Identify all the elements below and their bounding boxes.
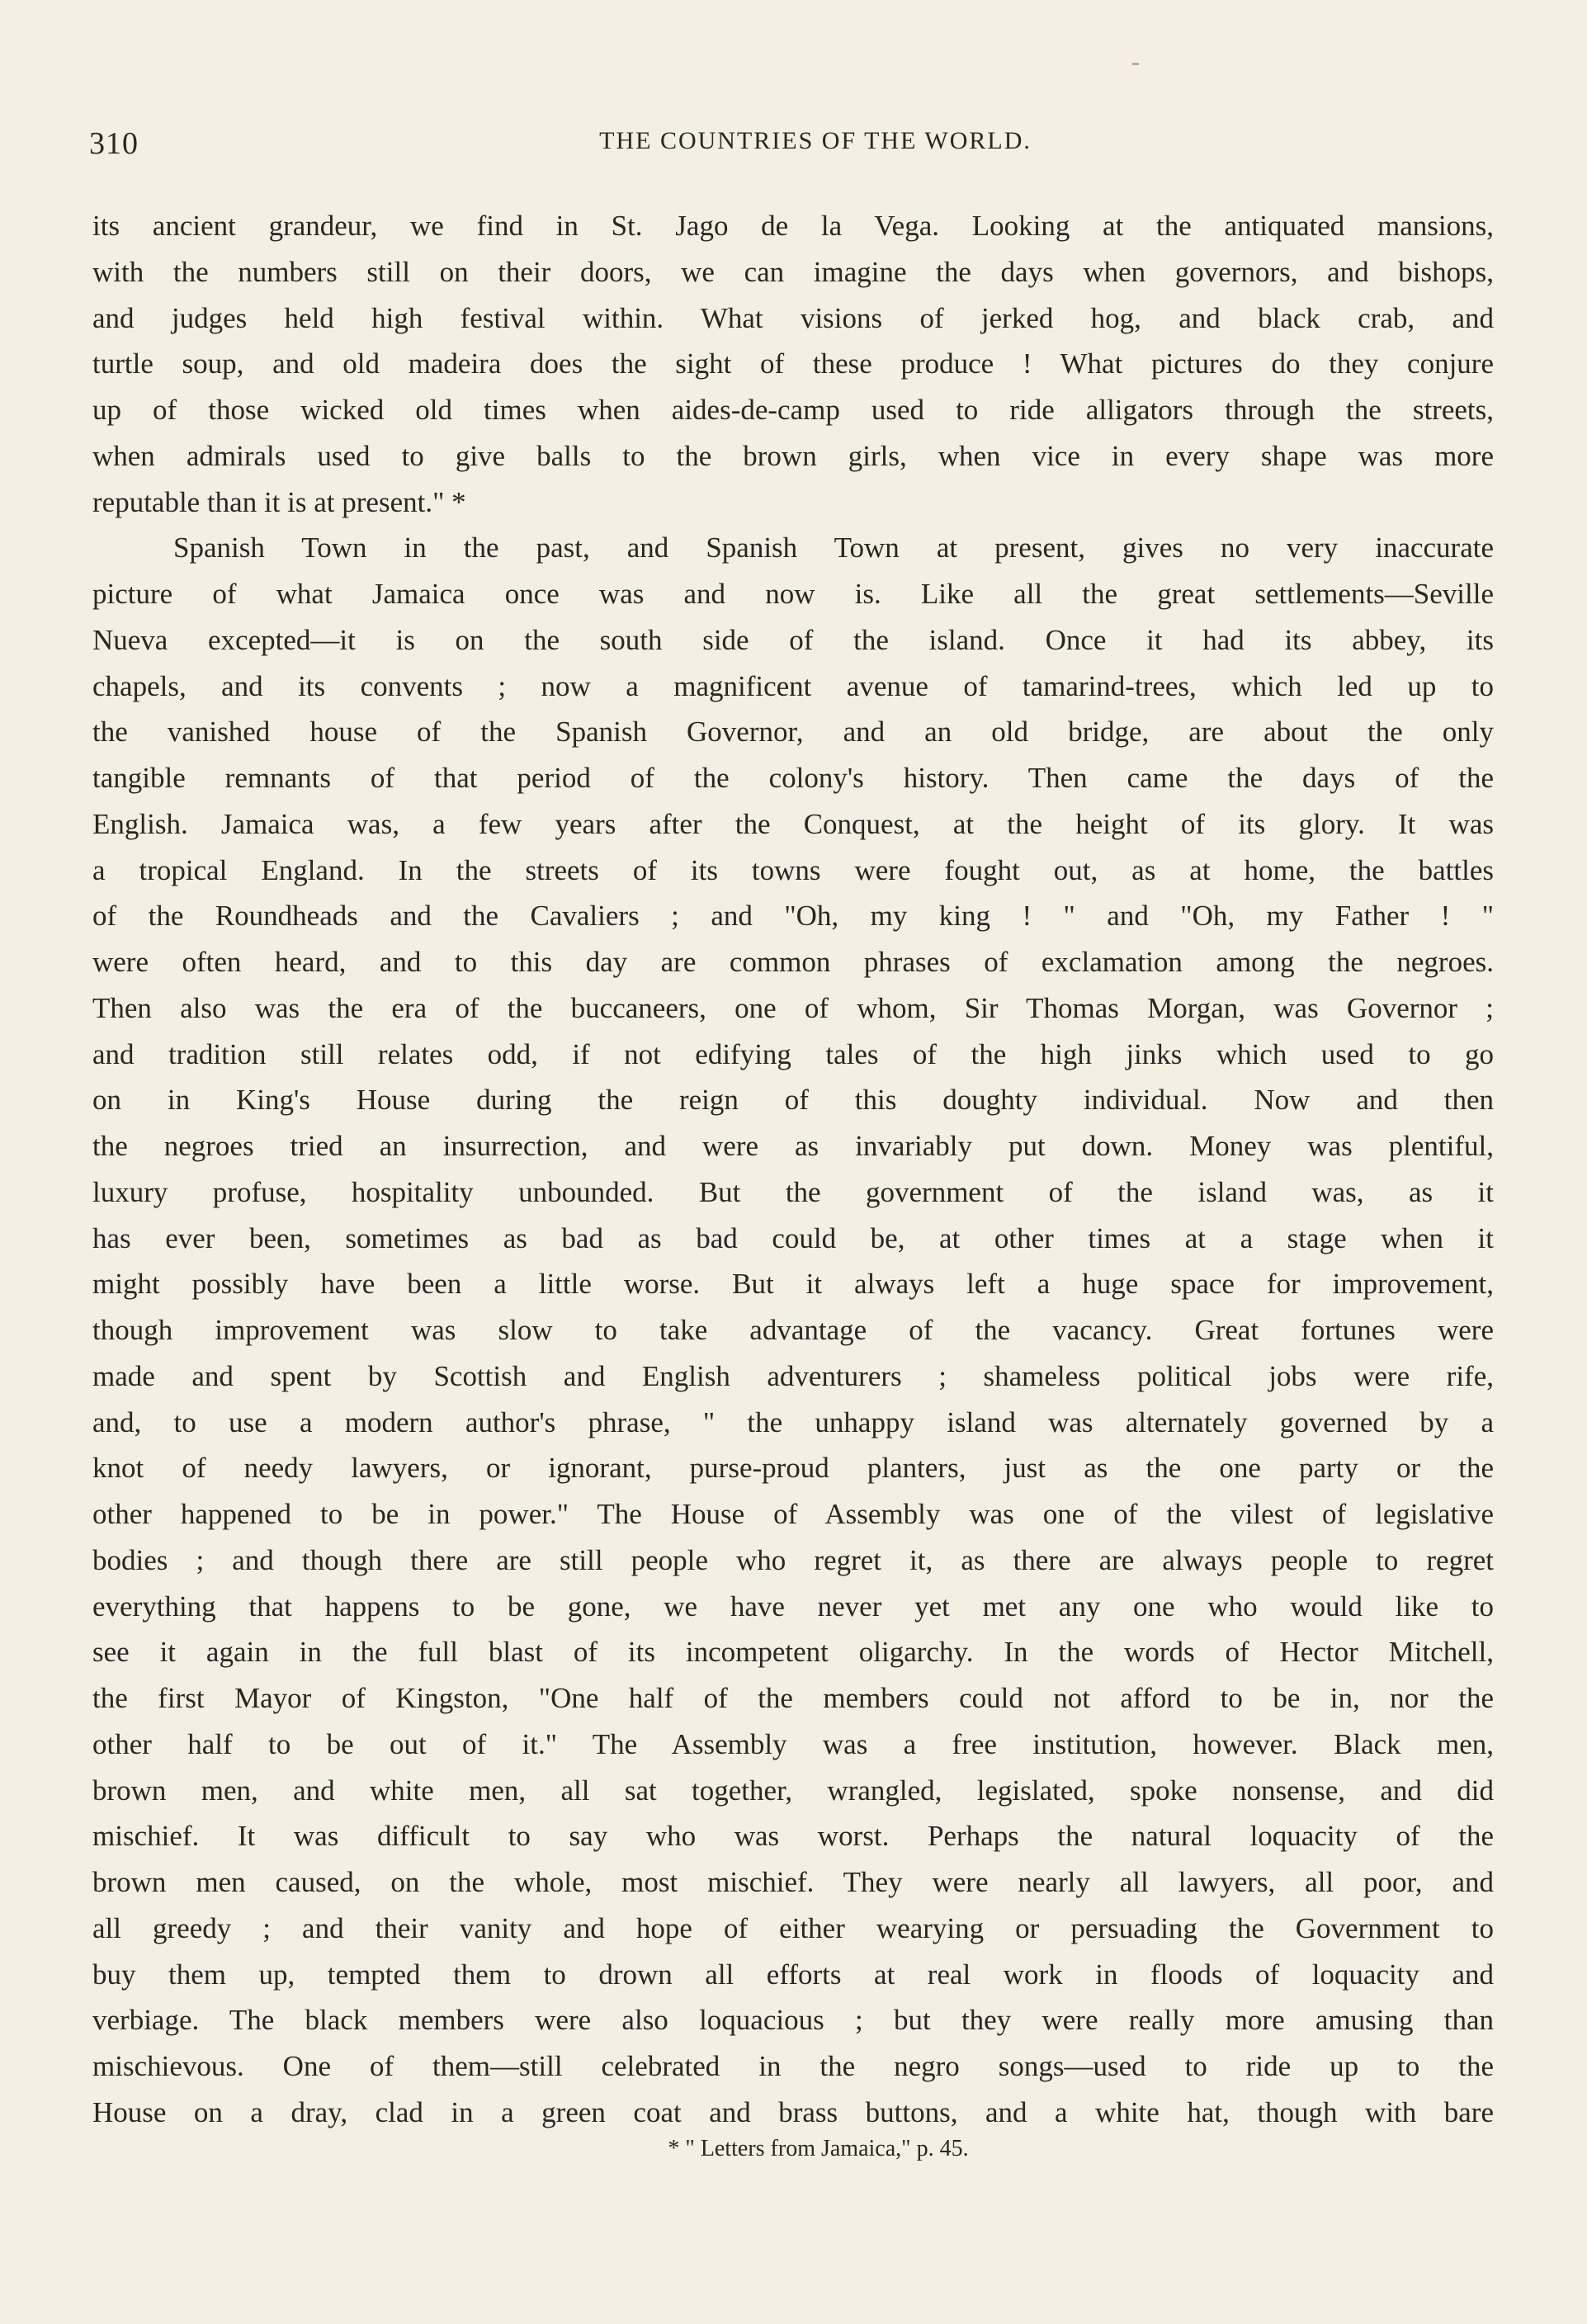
footnote: * " Letters from Jamaica," p. 45. (668, 2136, 969, 2161)
text-line: turtle soup, and old madeira does the sight of these produce ! What pictures do they conjure (92, 347, 1494, 380)
body-text (92, 203, 1494, 2136)
text-line: made and spent by Scottish and English adventurers ; shameless political jobs were rife, (92, 1359, 1494, 1392)
running-title: THE COUNTRIES OF THE WORLD. (599, 127, 1032, 154)
text-line: buy them up, tempted them to drown all efforts at real work in floods of loquacity and (92, 1958, 1494, 1991)
text-line: up of those wicked old times when aides-de-camp used to ride alligators through the streets, (92, 394, 1494, 426)
text-line: bodies ; and though there are still people who regret it, as there are always people to regret (92, 1543, 1494, 1576)
text-line: its ancient grandeur, we find in St. Jago de la Vega. Looking at the antiquated mansions, (92, 210, 1494, 242)
text-line: other half to be out of it." The Assembly was a free institution, however. Black men, (92, 1727, 1494, 1760)
text-line: other happened to be in power." The House of Assembly was one of the vilest of legislative (92, 1498, 1494, 1530)
text-line: verbiage. The black members were also loquacious ; but they were really more amusing than (92, 2004, 1494, 2037)
text-line: when admirals used to give balls to the brown girls, when vice in every shape was more (92, 439, 1494, 472)
text-line: with the numbers still on their doors, we can imagine the days when governors, and bishops, (92, 255, 1494, 288)
text-line: chapels, and its convents ; now a magnificent avenue of tamarind-trees, which led up to (92, 669, 1494, 702)
text-line: mischievous. One of them—still celebrated in the negro songs—used to ride up to the (92, 2050, 1494, 2082)
paragraph-end-line: reputable than it is at present." * (92, 485, 466, 518)
text-line: brown men caused, on the whole, most mischief. They were nearly all lawyers, all poor, and (92, 1866, 1494, 1898)
paragraph-start-line: Spanish Town in the past, and Spanish Town at present, gives no very inaccurate (173, 531, 1494, 564)
text-line: the vanished house of the Spanish Governor, and an old bridge, are about the only (92, 716, 1494, 749)
page-header (89, 125, 1492, 167)
text-line: House on a dray, clad in a green coat and brass buttons, and a white hat, though with bare (92, 2095, 1494, 2128)
text-line: the first Mayor of Kingston, "One half of the members could not afford to be in, nor the (92, 1682, 1494, 1714)
text-line: might possibly have been a little worse. But it always left a huge space for improvement, (92, 1268, 1494, 1301)
text-line: English. Jamaica was, a few years after the Conquest, at the height of its glory. It was (92, 807, 1494, 840)
text-line: all greedy ; and their vanity and hope of either wearying or persuading the Government to (92, 1911, 1494, 1944)
text-line: Nueva excepted—it is on the south side of the island. Once it had its abbey, its (92, 623, 1494, 656)
text-line: mischief. It was difficult to say who was worst. Perhaps the natural loquacity of the (92, 1820, 1494, 1853)
text-line: were often heard, and to this day are common phrases of exclamation among the negroes. (92, 946, 1494, 978)
text-line: and, to use a modern author's phrase, " the unhappy island was alternately governed by a (92, 1405, 1494, 1438)
text-line: of the Roundheads and the Cavaliers ; and "Oh, my king ! " and "Oh, my Father ! " (92, 900, 1494, 933)
text-line: knot of needy lawyers, or ignorant, purse-proud planters, just as the one party or the (92, 1452, 1494, 1485)
text-line: has ever been, sometimes as bad as bad could be, at other times at a stage when it (92, 1221, 1494, 1254)
text-line: tangible remnants of that period of the colony's history. Then came the days of the (92, 762, 1494, 794)
text-line: and tradition still relates odd, if not edifying tales of the high jinks which used to go (92, 1037, 1494, 1070)
text-line: the negroes tried an insurrection, and were as invariably put down. Money was plentiful, (92, 1130, 1494, 1162)
text-line: brown men, and white men, all sat together, wrangled, legislated, spoke nonsense, and did (92, 1774, 1494, 1807)
text-line: see it again in the full blast of its incompetent oligarchy. In the words of Hector Mitchell, (92, 1636, 1494, 1669)
paper-speck (1132, 63, 1139, 65)
text-line: picture of what Jamaica once was and now is. Like all the great settlements—Seville (92, 578, 1494, 610)
text-line: everything that happens to be gone, we have never yet met any one who would like to (92, 1589, 1494, 1623)
text-line: on in King's House during the reign of this doughty individual. Now and then (92, 1084, 1494, 1117)
page-number: 310 (89, 126, 139, 161)
text-line: and judges held high festival within. What visions of jerked hog, and black crab, and (92, 301, 1494, 334)
text-line: Then also was the era of the buccaneers, one of whom, Sir Thomas Morgan, was Governor ; (92, 991, 1494, 1024)
text-line: luxury profuse, hospitality unbounded. But the government of the island was, as it (92, 1175, 1494, 1208)
text-line: though improvement was slow to take advantage of the vacancy. Great fortunes were (92, 1314, 1494, 1346)
text-line: a tropical England. In the streets of its towns were fought out, as at home, the battles (92, 853, 1494, 886)
